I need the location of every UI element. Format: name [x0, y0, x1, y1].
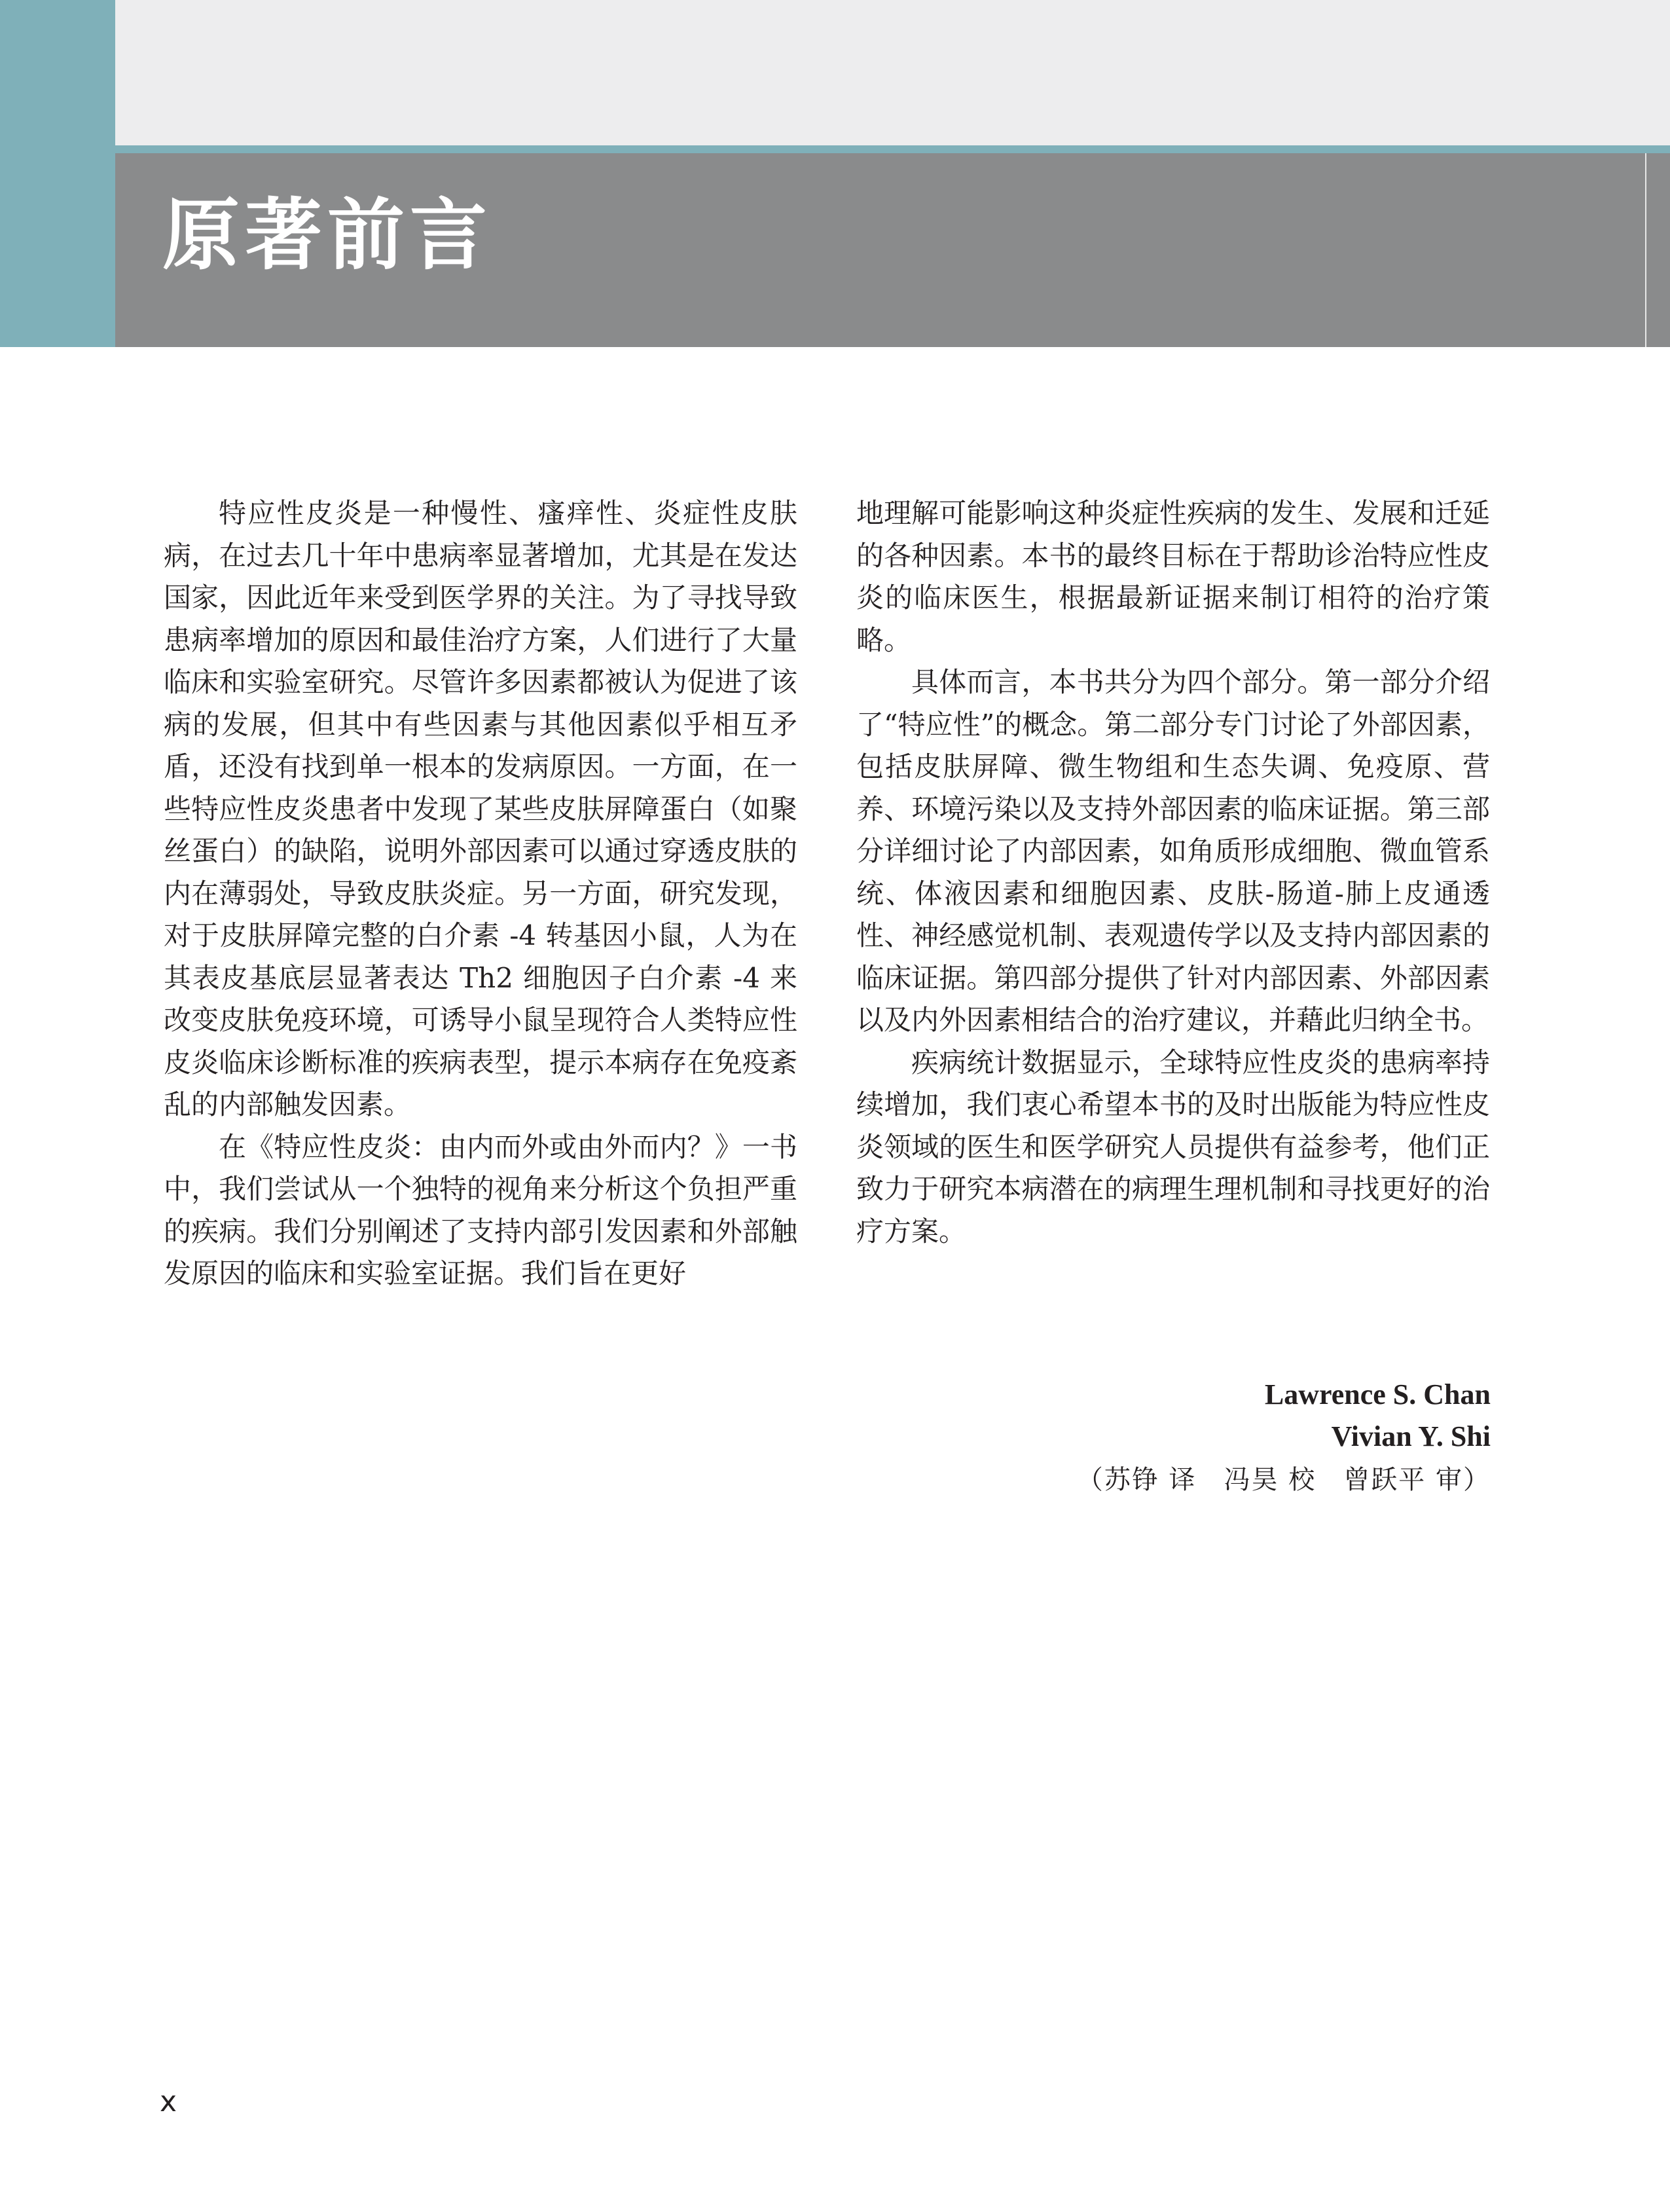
teal-divider-line: [115, 145, 1670, 153]
paragraph-3: 具体而言，本书共分为四个部分。第一部分介绍了“特应性”的概念。第二部分专门讨论了外部因素，包括皮肤屏障、微生物组和生态失调、免疫原、营养、环境污染以及支持外部因素的临床证据。第三部分详细讨论了内部因素，如角质形成细胞、微血管系统、体液因素和细胞因素、皮肤-肠道-肺上皮通透性、神经感觉机制、表观遗传学以及支持内部因素的临床证据。第四部分提供了针对内部因素、外部因素以及内外因素相结合的治疗建议，并藉此归纳全书。: [856, 666, 1490, 1036]
left-column: [164, 492, 797, 1295]
crop-mark-line: [1645, 153, 1646, 347]
header-top-band: [0, 0, 1670, 145]
paragraph-2: 在《特应性皮炎：由内而外或由外而内？》一书中，我们尝试从一个独特的视角来分析这个负担严重的疾病。我们分别阐述了支持内部引发因素和外部触发原因的临床和实验室证据。我们旨在更好: [164, 1130, 797, 1289]
page-title: 原著前言: [162, 190, 493, 280]
translator-credits: （苏铮 译 冯昊 校 曾跃平 审）: [1076, 1465, 1491, 1495]
paragraph-2-continuation: 地理解可能影响这种炎症性疾病的发生、发展和迁延的各种因素。本书的最终目标在于帮助诊治特应性皮炎的临床医生，根据最新证据来制订相符的治疗策略。: [856, 497, 1490, 656]
right-column: [856, 492, 1490, 1253]
paragraph-4: 疾病统计数据显示，全球特应性皮炎的患病率持续增加，我们衷心希望本书的及时出版能为特应性皮炎领域的医生和医学研究人员提供有益参考，他们正致力于研究本病潜在的病理生理机制和寻找更好的治疗方案。: [856, 1046, 1490, 1247]
paragraph-1: 特应性皮炎是一种慢性、瘙痒性、炎症性皮肤病，在过去几十年中患病率显著增加，尤其是在发达国家，因此近年来受到医学界的关注。为了寻找导致患病率增加的原因和最佳治疗方案，人们进行了大量临床和实验室研究。尽管许多因素都被认为促进了该病的发展，但其中有些因素与其他因素似乎相互矛盾，还没有找到单一根本的发病原因。一方面，在一些特应性皮炎患者中发现了某些皮肤屏障蛋白（如聚丝蛋白）的缺陷，说明外部因素可以通过穿透皮肤的内在薄弱处，导致皮肤炎症。另一方面，研究发现，对于皮肤屏障完整的白介素 -4 转基因小鼠，人为在其表皮基底层显著表达 Th2 细胞因子白介素 -4 来改变皮肤免疫环境，可诱导小鼠呈现符合人类特应性皮炎临床诊断标准的疾病表型，提示本病存在免疫紊乱的内部触发因素。: [164, 497, 797, 1120]
teal-side-strip: [0, 0, 115, 347]
author-2: Vivian Y. Shi: [1331, 1420, 1491, 1452]
page-number: x: [160, 2085, 177, 2118]
author-1: Lawrence S. Chan: [1264, 1378, 1491, 1410]
